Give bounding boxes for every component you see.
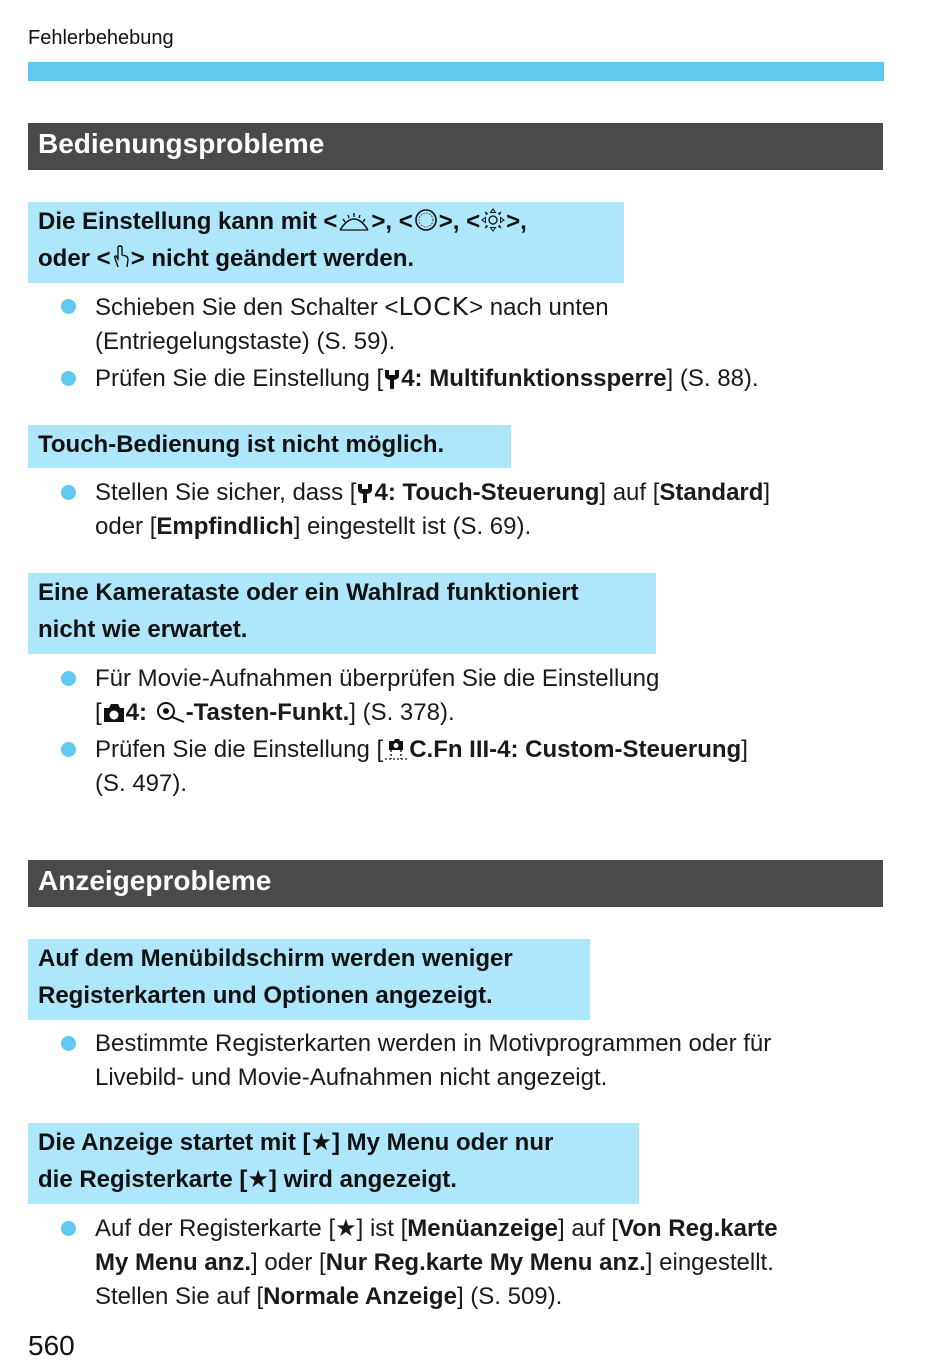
list-item: Prüfen Sie die Einstellung [ C.Fn III-4: Custom-Steuerung] (S. 497). [58,733,888,801]
page-number: 560 [28,1330,75,1361]
camera-icon [102,702,126,724]
wrench-icon [356,482,374,504]
problem-title-line: die Registerkarte [★] wird angezeigt. [38,1166,457,1193]
bullet-dot [61,485,76,500]
list-item: Bestimmte Registerkarten werden in Motivprogrammen oder für Livebild- und Movie-Aufnahmen nicht angezeigt. [58,1027,888,1095]
magnify-button-icon [154,700,186,724]
section-title-display: Anzeigeprobleme [28,860,883,907]
list-item: Auf der Registerkarte [★] ist [Menüanzeige] auf [Von Reg.karte My Menu anz.] oder [Nur Reg.karte My Menu anz.] eingestellt. Stellen Sie auf [Normale Anzeige] (S. 509). [58,1212,888,1314]
problem-button-dial-unexpected [28,573,656,654]
bullet-dot [61,742,76,757]
problem-touch-not-possible [28,425,511,468]
quick-control-dial-icon [413,207,439,233]
lock-label: LOCK [398,292,470,321]
list-item: Schieben Sie den Schalter <LOCK> nach unten (Entriegelungstaste) (S. 59). [58,290,888,359]
section-title-operation: Bedienungsprobleme [28,123,883,170]
list-item: Für Movie-Aufnahmen überprüfen Sie die Einstellung [ 4: -Tasten-Funkt.] (S. 378). [58,662,888,730]
list-item: Stellen Sie sicher, dass [ 4: Touch-Steuerung] auf [Standard] oder [Empfindlich] eingestellt ist (S. 69). [58,476,888,544]
custom-function-icon [383,737,409,761]
bullet-dot [61,671,76,686]
problem-title-line: Die Anzeige startet mit [★] My Menu oder nur [38,1129,554,1156]
solution-list [58,476,888,547]
multi-controller-icon [480,207,506,233]
problem-title-line: Registerkarten und Optionen angezeigt. [38,982,493,1009]
header-accent-bar [28,62,884,81]
solution-list [58,290,888,399]
touch-finger-icon [111,244,131,270]
solution-list [58,1027,888,1098]
solution-list [58,1212,888,1317]
problem-title-line: Die Einstellung kann mit < >, < >, < >, [38,208,527,235]
list-item: Prüfen Sie die Einstellung [ 4: Multifunktionssperre] (S. 88). [58,362,888,396]
problem-title-line: Eine Kamerataste oder ein Wahlrad funktioniert [38,579,579,606]
problem-fewer-tabs [28,939,590,1020]
bullet-dot [61,299,76,314]
bullet-dot [61,1036,76,1051]
chapter-header: Fehlerbehebung [28,27,174,49]
main-dial-icon [337,211,371,233]
bullet-dot [61,1221,76,1236]
problem-title-line: Auf dem Menübildschirm werden weniger [38,945,513,972]
problem-title-line: nicht wie erwartet. [38,616,248,643]
problem-title-line: oder < > nicht geändert werden. [38,245,415,272]
solution-list [58,662,888,804]
bullet-dot [61,371,76,386]
problem-my-menu-start [28,1123,639,1204]
problem-settings-cannot-change [28,202,624,283]
wrench-icon [383,368,401,390]
problem-title-line: Touch-Bedienung ist nicht möglich. [38,431,445,458]
